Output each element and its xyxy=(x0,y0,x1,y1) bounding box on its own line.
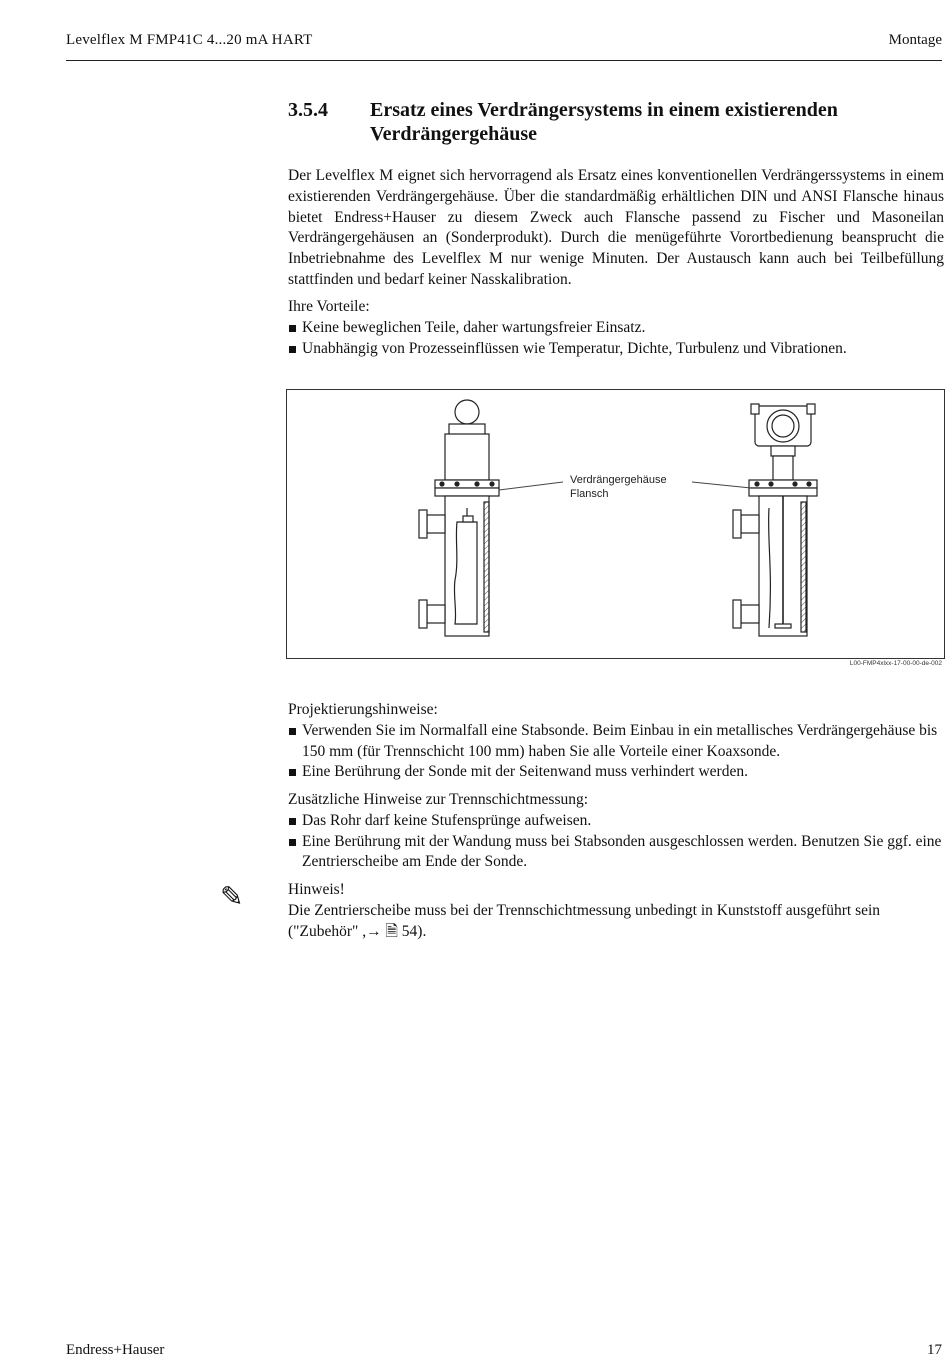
header-chapter: Montage xyxy=(888,32,942,48)
section-title: Ersatz eines Verdrängersystems in einem existierenden Verdrängergehäuse xyxy=(370,99,838,145)
interface-list xyxy=(288,811,944,873)
right-levelflex-assembly xyxy=(733,404,817,636)
intro-paragraph: Der Levelflex M eignet sich hervorragend als Ersatz eines konventionellen Verdrängerssystems in einem existierenden Verdrängergehäuse. Über die standardmäßig erhältlichen DIN und ANSI Flansche hinaus bietet Endress+Hauser zu diesem Zweck auch Flansche passend zu Fischer und Masoneilan Verdrängergehäusen an (Sonderprodukt). Durch die menügeführte Vorortbedienung beansprucht die Inbetriebnahme des Levelflex M nur wenige Minuten. Der Austausch kann auch bei Teilbefüllung stattfinden und bedarf keiner Nasskalibration. xyxy=(288,167,944,288)
footer-company: Endress+Hauser xyxy=(66,1342,165,1358)
advantages-label: Ihre Vorteile: xyxy=(288,298,370,315)
figure-code: L00-FMP4xlxx-17-00-00-de-002 xyxy=(849,660,942,667)
planning-list xyxy=(288,721,944,783)
planning-block xyxy=(288,700,944,783)
figure-label-housing: Verdrängergehäuse xyxy=(570,474,667,486)
list-item: Das Rohr darf keine Stufensprünge aufweisen. xyxy=(288,811,944,832)
list-item: Keine beweglichen Teile, daher wartungsfreier Einsatz. xyxy=(288,318,944,339)
footer-page-number: 17 xyxy=(927,1342,942,1358)
advantages-block xyxy=(288,297,944,359)
page-header xyxy=(66,32,942,61)
note-text: Die Zentrierscheibe muss bei der Trennschichtmessung unbedingt in Kunststoff ausgeführt sein ("Zubehör" ,→ 🗎 54). xyxy=(288,901,881,940)
list-item: Eine Berührung der Sonde mit der Seitenwand muss verhindert werden. xyxy=(288,762,944,783)
left-displacer-assembly xyxy=(419,400,499,636)
advantages-list xyxy=(288,318,944,360)
header-document-title: Levelflex M FMP41C 4...20 mA HART xyxy=(66,32,313,48)
note-block xyxy=(288,880,944,942)
list-item: Verwenden Sie im Normalfall eine Stabsonde. Beim Einbau in ein metallisches Verdrängergehäuse bis 150 mm (für Trennschicht 100 mm) haben Sie alle Vorteile einer Koaxsonde. xyxy=(288,721,944,763)
interface-block xyxy=(288,790,944,873)
pencil-icon: ✎ xyxy=(220,880,244,913)
interface-label: Zusätzliche Hinweise zur Trennschichtmessung: xyxy=(288,791,589,808)
displacer-diagram xyxy=(287,390,944,658)
section-number: 3.5.4 xyxy=(288,99,328,121)
intro-block xyxy=(288,166,944,291)
planning-label: Projektierungshinweise: xyxy=(288,701,438,718)
figure-label-flange: Flansch xyxy=(570,488,609,500)
list-item: Eine Berührung mit der Wandung muss bei Stabsonden ausgeschlossen werden. Benutzen Sie ggf. eine Zentrierscheibe am Ende der Sonde. xyxy=(288,832,944,874)
list-item: Unabhängig von Prozesseinflüssen wie Temperatur, Dichte, Turbulenz und Vibrationen. xyxy=(288,339,944,360)
note-title: Hinweis! xyxy=(288,881,345,898)
displacer-figure xyxy=(286,389,945,659)
